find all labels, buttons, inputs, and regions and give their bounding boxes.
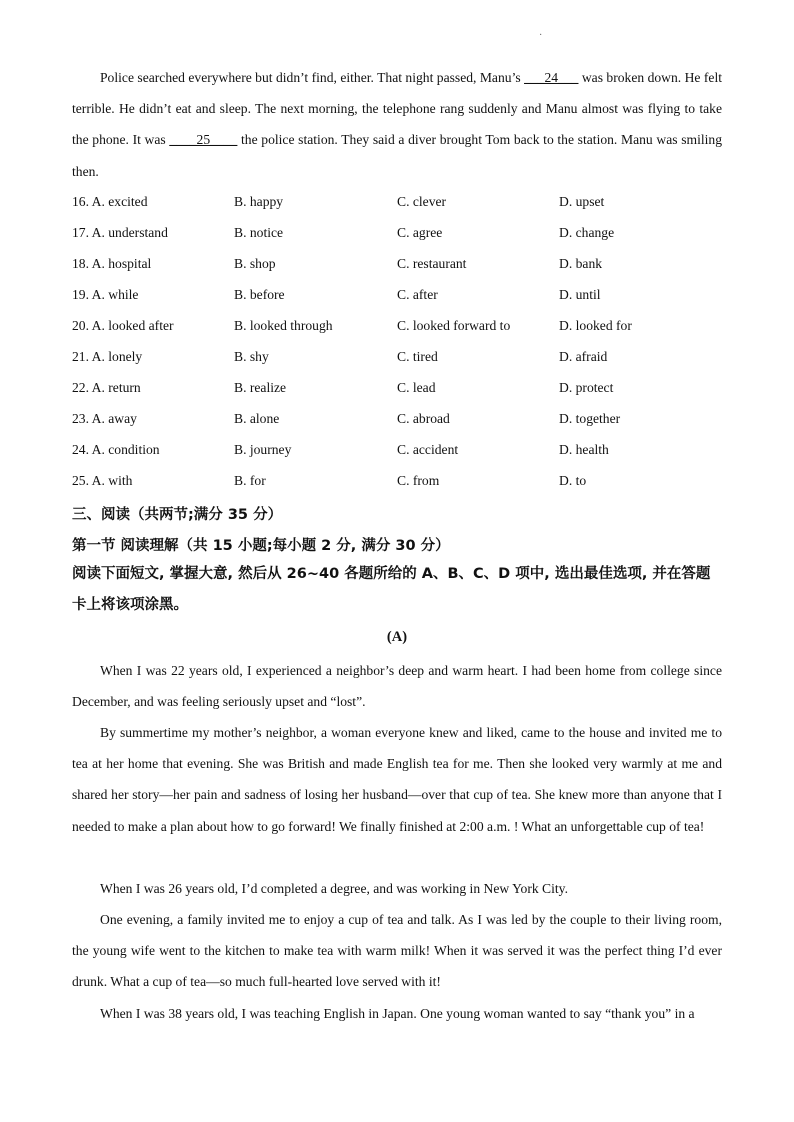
option-row-20 [72,318,722,338]
option-row-22 [72,380,722,400]
page-mark: · [539,30,543,41]
section-title: 三、阅读（共两节;满分 35 分） [72,507,283,523]
passage-a-paragraph-5: When I was 38 years old, I was teaching English in Japan. One young woman wanted to say “thank you” in a [100,1006,695,1021]
option-row-16 [72,194,722,214]
option-d: D. afraid [559,349,608,364]
option-a: 21. A. lonely [72,349,143,364]
passage-label: (A) [386,629,408,645]
option-row-23 [72,411,722,431]
option-b: B. looked through [234,318,333,333]
option-b: B. journey [234,442,292,457]
option-a: 25. A. with [72,473,133,488]
option-d: D. change [559,225,615,240]
option-a: 17. A. understand [72,225,168,240]
option-d: D. to [559,473,587,488]
option-c: C. clever [397,194,447,209]
passage-a-paragraph-4: One evening, a family invited me to enjoy a cup of tea and talk. As I was led by the couple to their living room, the young wife went to the kitchen to make tea with warm milk! When it was served it was the perfect thing I’d ever drunk. What a cup of tea—so much full-hearted love served with it! [72,912,722,990]
option-c: C. looked forward to [397,318,511,333]
option-b: B. happy [234,194,284,209]
option-b: B. notice [234,225,284,240]
passage-end-paragraph [72,62,722,187]
option-b: B. for [234,473,266,488]
option-a: 20. A. looked after [72,318,174,333]
option-d: D. bank [559,256,603,271]
passage-a-paragraph-3: When I was 26 years old, I’d completed a degree, and was working in New York City. [100,881,568,896]
option-a: 24. A. condition [72,442,160,457]
option-row-18 [72,256,722,276]
option-a: 22. A. return [72,380,141,395]
option-c: C. lead [397,380,436,395]
option-b: B. alone [234,411,280,426]
blank-24: ___24___ [524,70,579,85]
option-c: C. from [397,473,440,488]
passage-text: the police station. They said a diver brought Tom back to the station. Manu was smiling then. [72,132,722,179]
option-row-25 [72,473,722,493]
option-a: 16. A. excited [72,194,148,209]
passage-text: was broken down. He felt terrible. He didn’t eat and sleep. The next morning, the telephone rang suddenly and Manu almost was flying to take the phone. It was [72,70,722,148]
option-d: D. together [559,411,621,426]
option-d: D. looked for [559,318,632,333]
option-row-17 [72,225,722,245]
option-row-24 [72,442,722,462]
option-b: B. realize [234,380,287,395]
option-b: B. shy [234,349,269,364]
blank-25: ____25____ [169,132,238,148]
option-c: C. abroad [397,411,450,426]
passage-text: Police searched everywhere but didn’t find, either. That night passed, Manu’s [100,70,525,85]
option-c: C. restaurant [397,256,467,271]
passage-a-paragraph-1: When I was 22 years old, I experienced a neighbor’s deep and warm heart. I had been home from college since December, and was feeling seriously upset and “lost”. [72,663,722,710]
section-instruction: 阅读下面短文, 掌握大意, 然后从 26~40 各题所给的 A、B、C、D 项中, 选出最佳选项, 并在答题卡上将该项涂黑。 [72,566,711,613]
option-a: 18. A. hospital [72,256,152,271]
option-c: C. agree [397,225,443,240]
option-row-19 [72,287,722,307]
option-a: 23. A. away [72,411,137,426]
option-c: C. accident [397,442,459,457]
option-c: C. tired [397,349,438,364]
option-d: D. health [559,442,609,457]
option-b: B. before [234,287,285,302]
option-c: C. after [397,287,438,302]
option-row-21 [72,349,722,369]
section-subtitle: 第一节 阅读理解（共 15 小题;每小题 2 分, 满分 30 分） [72,538,450,554]
option-a: 19. A. while [72,287,139,302]
option-d: D. protect [559,380,614,395]
option-d: D. until [559,287,601,302]
passage-a-paragraph-2: By summertime my mother’s neighbor, a woman everyone knew and liked, came to the house and invited me to tea at her home that evening. She was British and made English tea for me. Then she looked very warmly at me and shared her story—her pain and sadness of losing her husband—over that cup of tea. She knew more than anyone that I needed to make a plan about how to go forward! We finally finished at 2:00 a.m. ! What an unforgettable cup of tea! [72,725,722,834]
option-d: D. upset [559,194,605,209]
option-b: B. shop [234,256,276,271]
